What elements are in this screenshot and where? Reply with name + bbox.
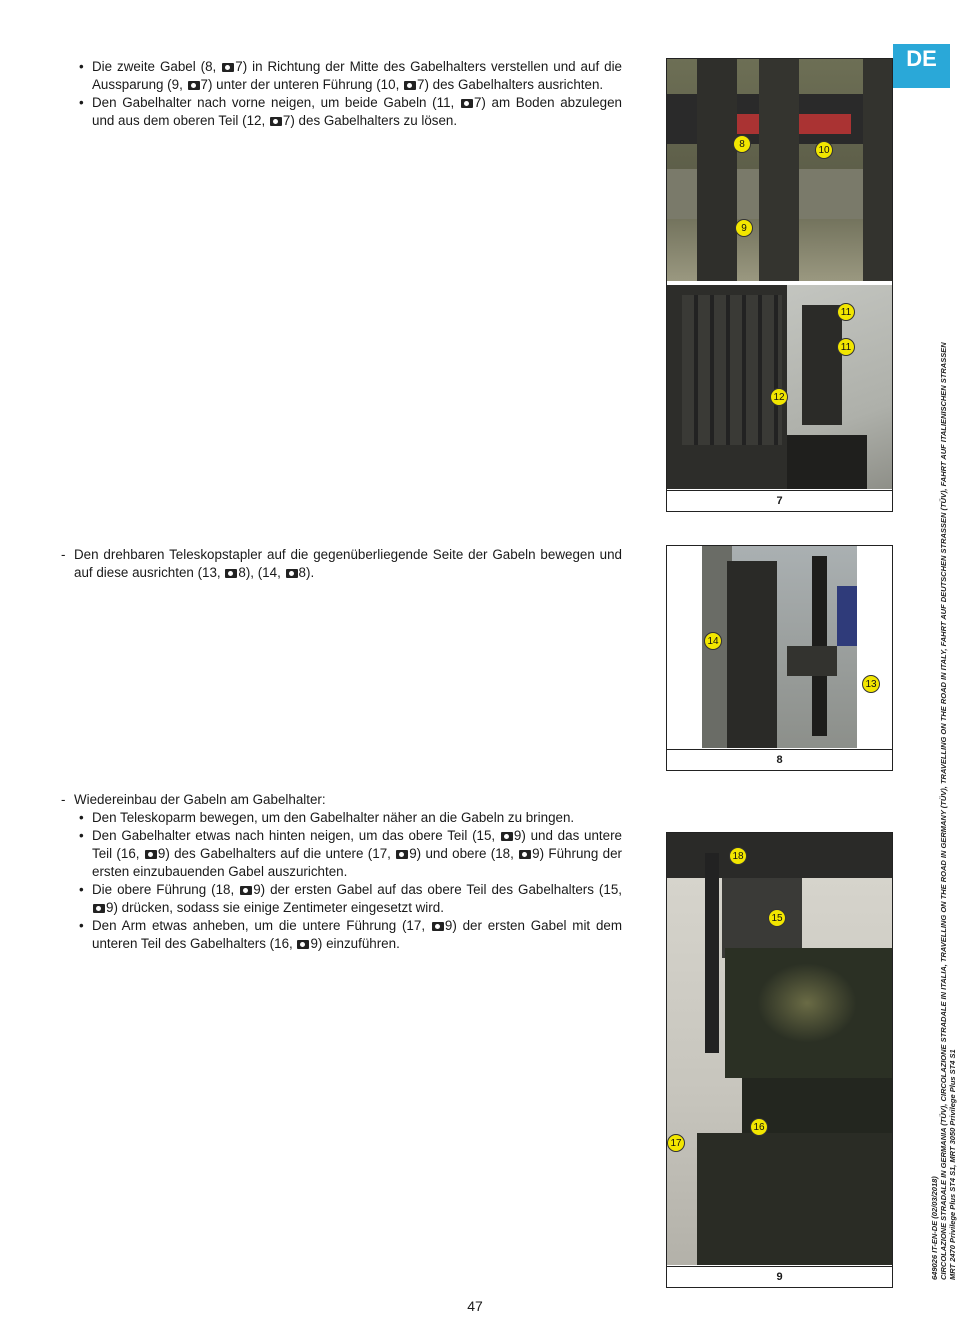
list-item: • Den Arm etwas anheben, um die untere Führung (17, 9) der ersten Gabel mit dem unteren Teil des Gabelhalters (16, 9) einzuführen.: [60, 917, 622, 953]
camera-icon: [404, 81, 416, 90]
photo-forks-on-ground: [667, 285, 892, 489]
list-item: • Den Gabelhalter nach vorne neigen, um beide Gabeln (11, 7) am Boden abzulegen und aus dem oberen Teil (12, 7) des Gabelhalters zu lösen.: [60, 94, 622, 130]
callout-14: 14: [704, 632, 722, 650]
figure-caption: 8: [667, 749, 892, 770]
callout-9: 9: [735, 219, 753, 237]
camera-icon: [501, 832, 513, 841]
section-heading: - Wiedereinbau der Gabeln am Gabelhalter:: [60, 791, 622, 809]
callout-11: 11: [837, 338, 855, 356]
camera-icon: [240, 886, 252, 895]
callout-10: 10: [815, 141, 833, 159]
camera-icon: [93, 904, 105, 913]
callout-13: 13: [862, 675, 880, 693]
camera-icon: [519, 850, 531, 859]
figure-caption: 7: [667, 490, 892, 511]
callout-12: 12: [770, 388, 788, 406]
list-item: • Die zweite Gabel (8, 7) in Richtung der Mitte des Gabelhalters verstellen und auf die Aussparung (9, 7) unter der unteren Führung (10, 7) des Gabelhalters ausrichten.: [60, 58, 622, 94]
camera-icon: [145, 850, 157, 859]
figure-7: [666, 58, 893, 512]
list-item: • Den Teleskoparm bewegen, um den Gabelhalter näher an die Gabeln zu bringen.: [60, 809, 622, 827]
language-tab: DE: [893, 44, 950, 88]
figure-9: [666, 832, 893, 1288]
camera-icon: [432, 922, 444, 931]
camera-icon: [188, 81, 200, 90]
section-refit-forks: [60, 791, 622, 953]
camera-icon: [396, 850, 408, 859]
callout-15: 15: [768, 909, 786, 927]
photo-fork-refit: [667, 833, 892, 1265]
photo-telehandler-alignment: [702, 546, 857, 748]
camera-icon: [270, 117, 282, 126]
callout-11: 11: [837, 303, 855, 321]
document-reference: 649026 IT-EN-DE (02/03/2018) CIRCOLAZIONE STRADALE IN GERMANIA (TÜV), CIRCOLAZIONE STRADALE IN ITALIA, TRAVELLING ON THE ROAD IN GERMANY (TÜV), TRAVELLING ON THE ROAD IN ITALY, FAHRT AUF DEUTSCHEN STRASSEN (TÜV), FAHRT AUF ITALIENISCHEN STRASSEN MRT 2470 Privilege Plus ST4 S1, MRT 3050 Privilege Plus ST4 S1: [930, 342, 957, 1280]
callout-16: 16: [750, 1118, 768, 1136]
camera-icon: [297, 940, 309, 949]
section-fork-positioning: [60, 58, 622, 130]
list-item: - Den drehbaren Teleskopstapler auf die gegenüberliegende Seite der Gabeln bewegen und auf diese ausrichten (13, 8), (14, 8).: [60, 546, 622, 582]
camera-icon: [461, 99, 473, 108]
callout-17: 17: [667, 1134, 685, 1152]
page-number: 47: [467, 1298, 483, 1314]
list-item: • Die obere Führung (18, 9) der ersten Gabel auf das obere Teil des Gabelhalters (15, 9) drücken, sodass sie einige Zentimeter eingesetzt wird.: [60, 881, 622, 917]
figure-8: [666, 545, 893, 771]
camera-icon: [222, 63, 234, 72]
photo-fork-carriage: [667, 59, 892, 281]
figure-caption: 9: [667, 1266, 892, 1287]
callout-18: 18: [729, 847, 747, 865]
section-rotate-telehandler: [60, 546, 622, 582]
list-item: • Den Gabelhalter etwas nach hinten neigen, um das obere Teil (15, 9) und das untere Teil (16, 9) des Gabelhalters auf die untere (17, 9) und obere (18, 9) Führung der ersten einzubauenden Gabel auszurichten.: [60, 827, 622, 881]
camera-icon: [225, 569, 237, 578]
camera-icon: [286, 569, 298, 578]
callout-8: 8: [733, 135, 751, 153]
